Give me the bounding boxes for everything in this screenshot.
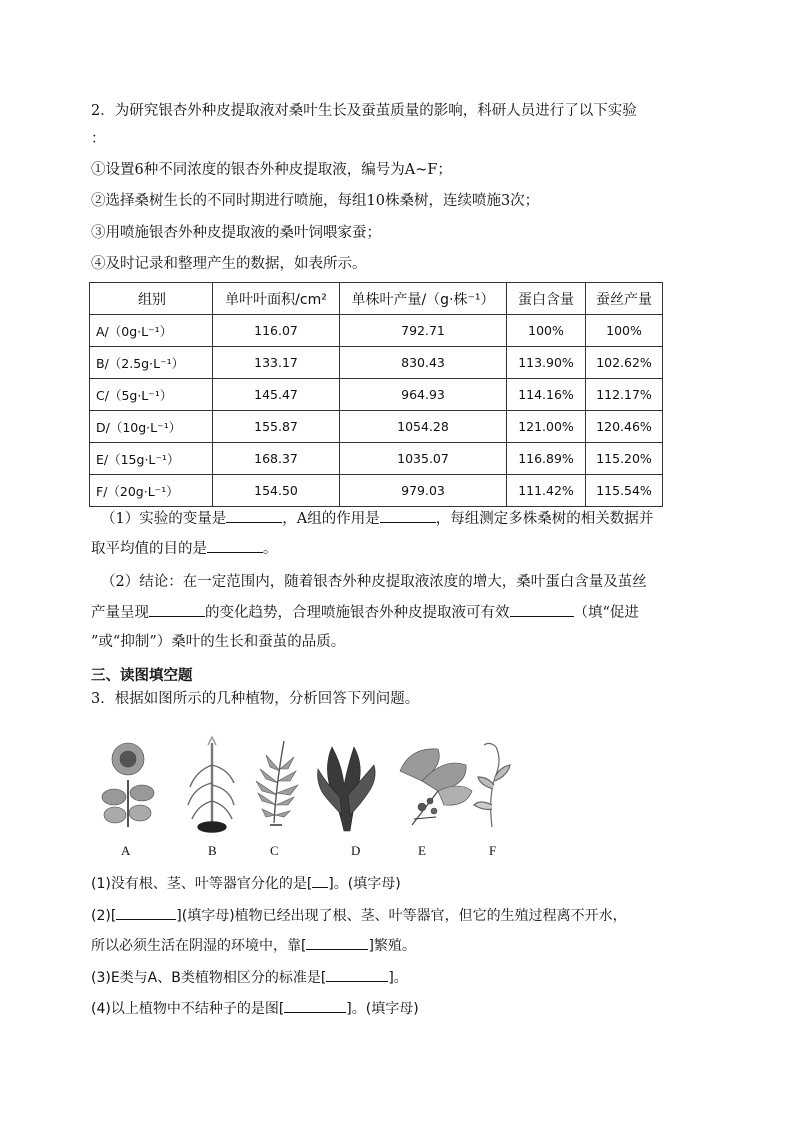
table-cell: 121.00% (507, 411, 586, 443)
q3-sub3-text: (3)E类与A、B类植物相区分的标准是[ (91, 970, 327, 986)
table-cell: 102.62% (586, 347, 663, 379)
table-row (90, 379, 663, 411)
table-cell: 114.16% (507, 379, 586, 411)
table-cell: 116.89% (507, 443, 586, 475)
table-cell: 120.46% (586, 411, 663, 443)
figure-label-e: E (418, 843, 426, 858)
answer-blank[interactable] (380, 508, 436, 523)
q2-stem-continued: ： (91, 131, 106, 147)
q2-step-4: ④及时记录和整理产生的数据，如表所示。 (91, 256, 367, 272)
table-cell: 154.50 (213, 475, 340, 507)
q2-sub1-text: （1）实验的变量是 (101, 511, 227, 527)
table-row (90, 411, 663, 443)
table-row (90, 443, 663, 475)
q3-sub3-text: ]。 (388, 970, 408, 986)
q2-sub2-line1: （2）结论：在一定范围内，随着银杏外种皮提取液浓度的增大，桑叶蛋白含量及茧丝 (101, 574, 647, 590)
table-cell: 100% (586, 315, 663, 347)
q2-sub1-line1 (101, 508, 653, 529)
q3-sub2-text: (2)[ (91, 908, 117, 924)
q2-sub1-line2 (91, 538, 278, 559)
answer-blank[interactable] (226, 508, 282, 523)
q2-sub2-line2 (91, 602, 639, 623)
table-cell: 1035.07 (340, 443, 507, 475)
q3-sub3 (91, 967, 408, 988)
table-cell: 112.17% (586, 379, 663, 411)
table-cell: F/（20g·L⁻¹） (90, 475, 213, 507)
table-header-row (90, 283, 663, 315)
table-cell: 115.20% (586, 443, 663, 475)
ginkgo-illustration (400, 749, 472, 825)
table-row (90, 475, 663, 507)
q2-step-3: ③用喷施银杏外种皮提取液的桑叶饲喂家蚕； (91, 225, 381, 241)
q3-sub2-line2 (91, 935, 416, 956)
answer-blank[interactable] (510, 602, 574, 617)
answer-blank[interactable] (284, 998, 346, 1013)
q3-sub2-text: ](填字母)植物已经出现了根、茎、叶等器官，但它的生殖过程离不开水， (176, 908, 627, 924)
q2-sub1-text: 。 (263, 541, 278, 557)
q3-sub4-text: (4)以上植物中不结种子的是图[ (91, 1001, 285, 1017)
q3-stem: 3．根据如图所示的几种植物，分析回答下列问题。 (91, 691, 420, 707)
q2-sub1-text: ，每组测定多株桑树的相关数据并 (435, 511, 654, 527)
seaweed-illustration (318, 747, 376, 831)
figure-label-b: B (208, 843, 217, 858)
table-cell: C/（5g·L⁻¹） (90, 379, 213, 411)
section-title: 三、读图填空题 (91, 668, 193, 684)
q3-sub1-text: ]。(填字母) (328, 876, 401, 892)
plant-figure (92, 735, 522, 860)
q3-sub1-text: (1)没有根、茎、叶等器官分化的是[ (91, 876, 313, 892)
table-cell: 111.42% (507, 475, 586, 507)
q2-sub2-text: 产量呈现 (91, 605, 149, 621)
q2-step-2: ②选择桑树生长的不同时期进行喷施，每组10株桑树，连续喷施3次； (91, 193, 540, 209)
q3-sub2-text: 所以必须生活在阴湿的环境中，靠[ (91, 938, 307, 954)
table-cell: 1054.28 (340, 411, 507, 443)
figure-label-f: F (489, 843, 497, 858)
table-cell: 100% (507, 315, 586, 347)
q3-sub2-text: ]繁殖。 (368, 938, 416, 954)
table-cell: E/（15g·L⁻¹） (90, 443, 213, 475)
corn-illustration (188, 737, 234, 832)
table-cell: 964.93 (340, 379, 507, 411)
table-header: 组别 (90, 283, 213, 315)
answer-blank[interactable] (149, 602, 205, 617)
table-cell: D/（10g·L⁻¹） (90, 411, 213, 443)
table-cell: 133.17 (213, 347, 340, 379)
q2-sub2-text: （填“促进 (573, 605, 639, 621)
table-cell: 115.54% (586, 475, 663, 507)
table-row (90, 315, 663, 347)
answer-blank[interactable] (326, 967, 388, 982)
q2-sub1-text: ，A组的作用是 (282, 511, 380, 527)
q2-sub2-line3: ”或“抑制”）桑叶的生长和蚕茧的品质。 (91, 634, 346, 650)
table-cell: 830.43 (340, 347, 507, 379)
q3-sub1 (91, 873, 401, 894)
data-table (89, 282, 663, 507)
table-cell: 145.47 (213, 379, 340, 411)
table-header: 单株叶产量/（g·株⁻¹） (340, 283, 507, 315)
figure-label-d: D (351, 843, 361, 858)
table-header: 蚕丝产量 (586, 283, 663, 315)
table-cell: 116.07 (213, 315, 340, 347)
table-header: 单叶叶面积/cm² (213, 283, 340, 315)
table-cell: 168.37 (213, 443, 340, 475)
answer-blank[interactable] (207, 538, 263, 553)
q2-sub1-text: 取平均值的目的是 (91, 541, 207, 557)
table-row (90, 347, 663, 379)
q2-sub2-text: 的变化趋势，合理喷施银杏外种皮提取液可有效 (205, 605, 510, 621)
table-cell: 113.90% (507, 347, 586, 379)
sprouting-plant-illustration (474, 743, 510, 827)
q3-sub2-line1 (91, 905, 627, 926)
answer-blank[interactable] (306, 935, 368, 950)
table-cell: 792.71 (340, 315, 507, 347)
q2-step-1: ①设置6种不同浓度的银杏外种皮提取液，编号为A~F； (91, 162, 452, 178)
figure-label-a: A (121, 843, 131, 858)
table-cell: B/（2.5g·L⁻¹） (90, 347, 213, 379)
table-header: 蛋白含量 (507, 283, 586, 315)
fern-illustration (256, 741, 298, 825)
q2-stem: 2．为研究银杏外种皮提取液对桑叶生长及蚕茧质量的影响，科研人员进行了以下实验 (91, 103, 637, 119)
table-cell: 979.03 (340, 475, 507, 507)
q3-sub4-text: ]。(填字母) (346, 1001, 419, 1017)
answer-blank[interactable] (116, 905, 176, 920)
sunflower-illustration (102, 743, 154, 827)
table-cell: 155.87 (213, 411, 340, 443)
figure-label-c: C (270, 843, 279, 858)
q3-sub4 (91, 998, 419, 1019)
answer-blank[interactable] (312, 873, 328, 888)
table-cell: A/（0g·L⁻¹） (90, 315, 213, 347)
